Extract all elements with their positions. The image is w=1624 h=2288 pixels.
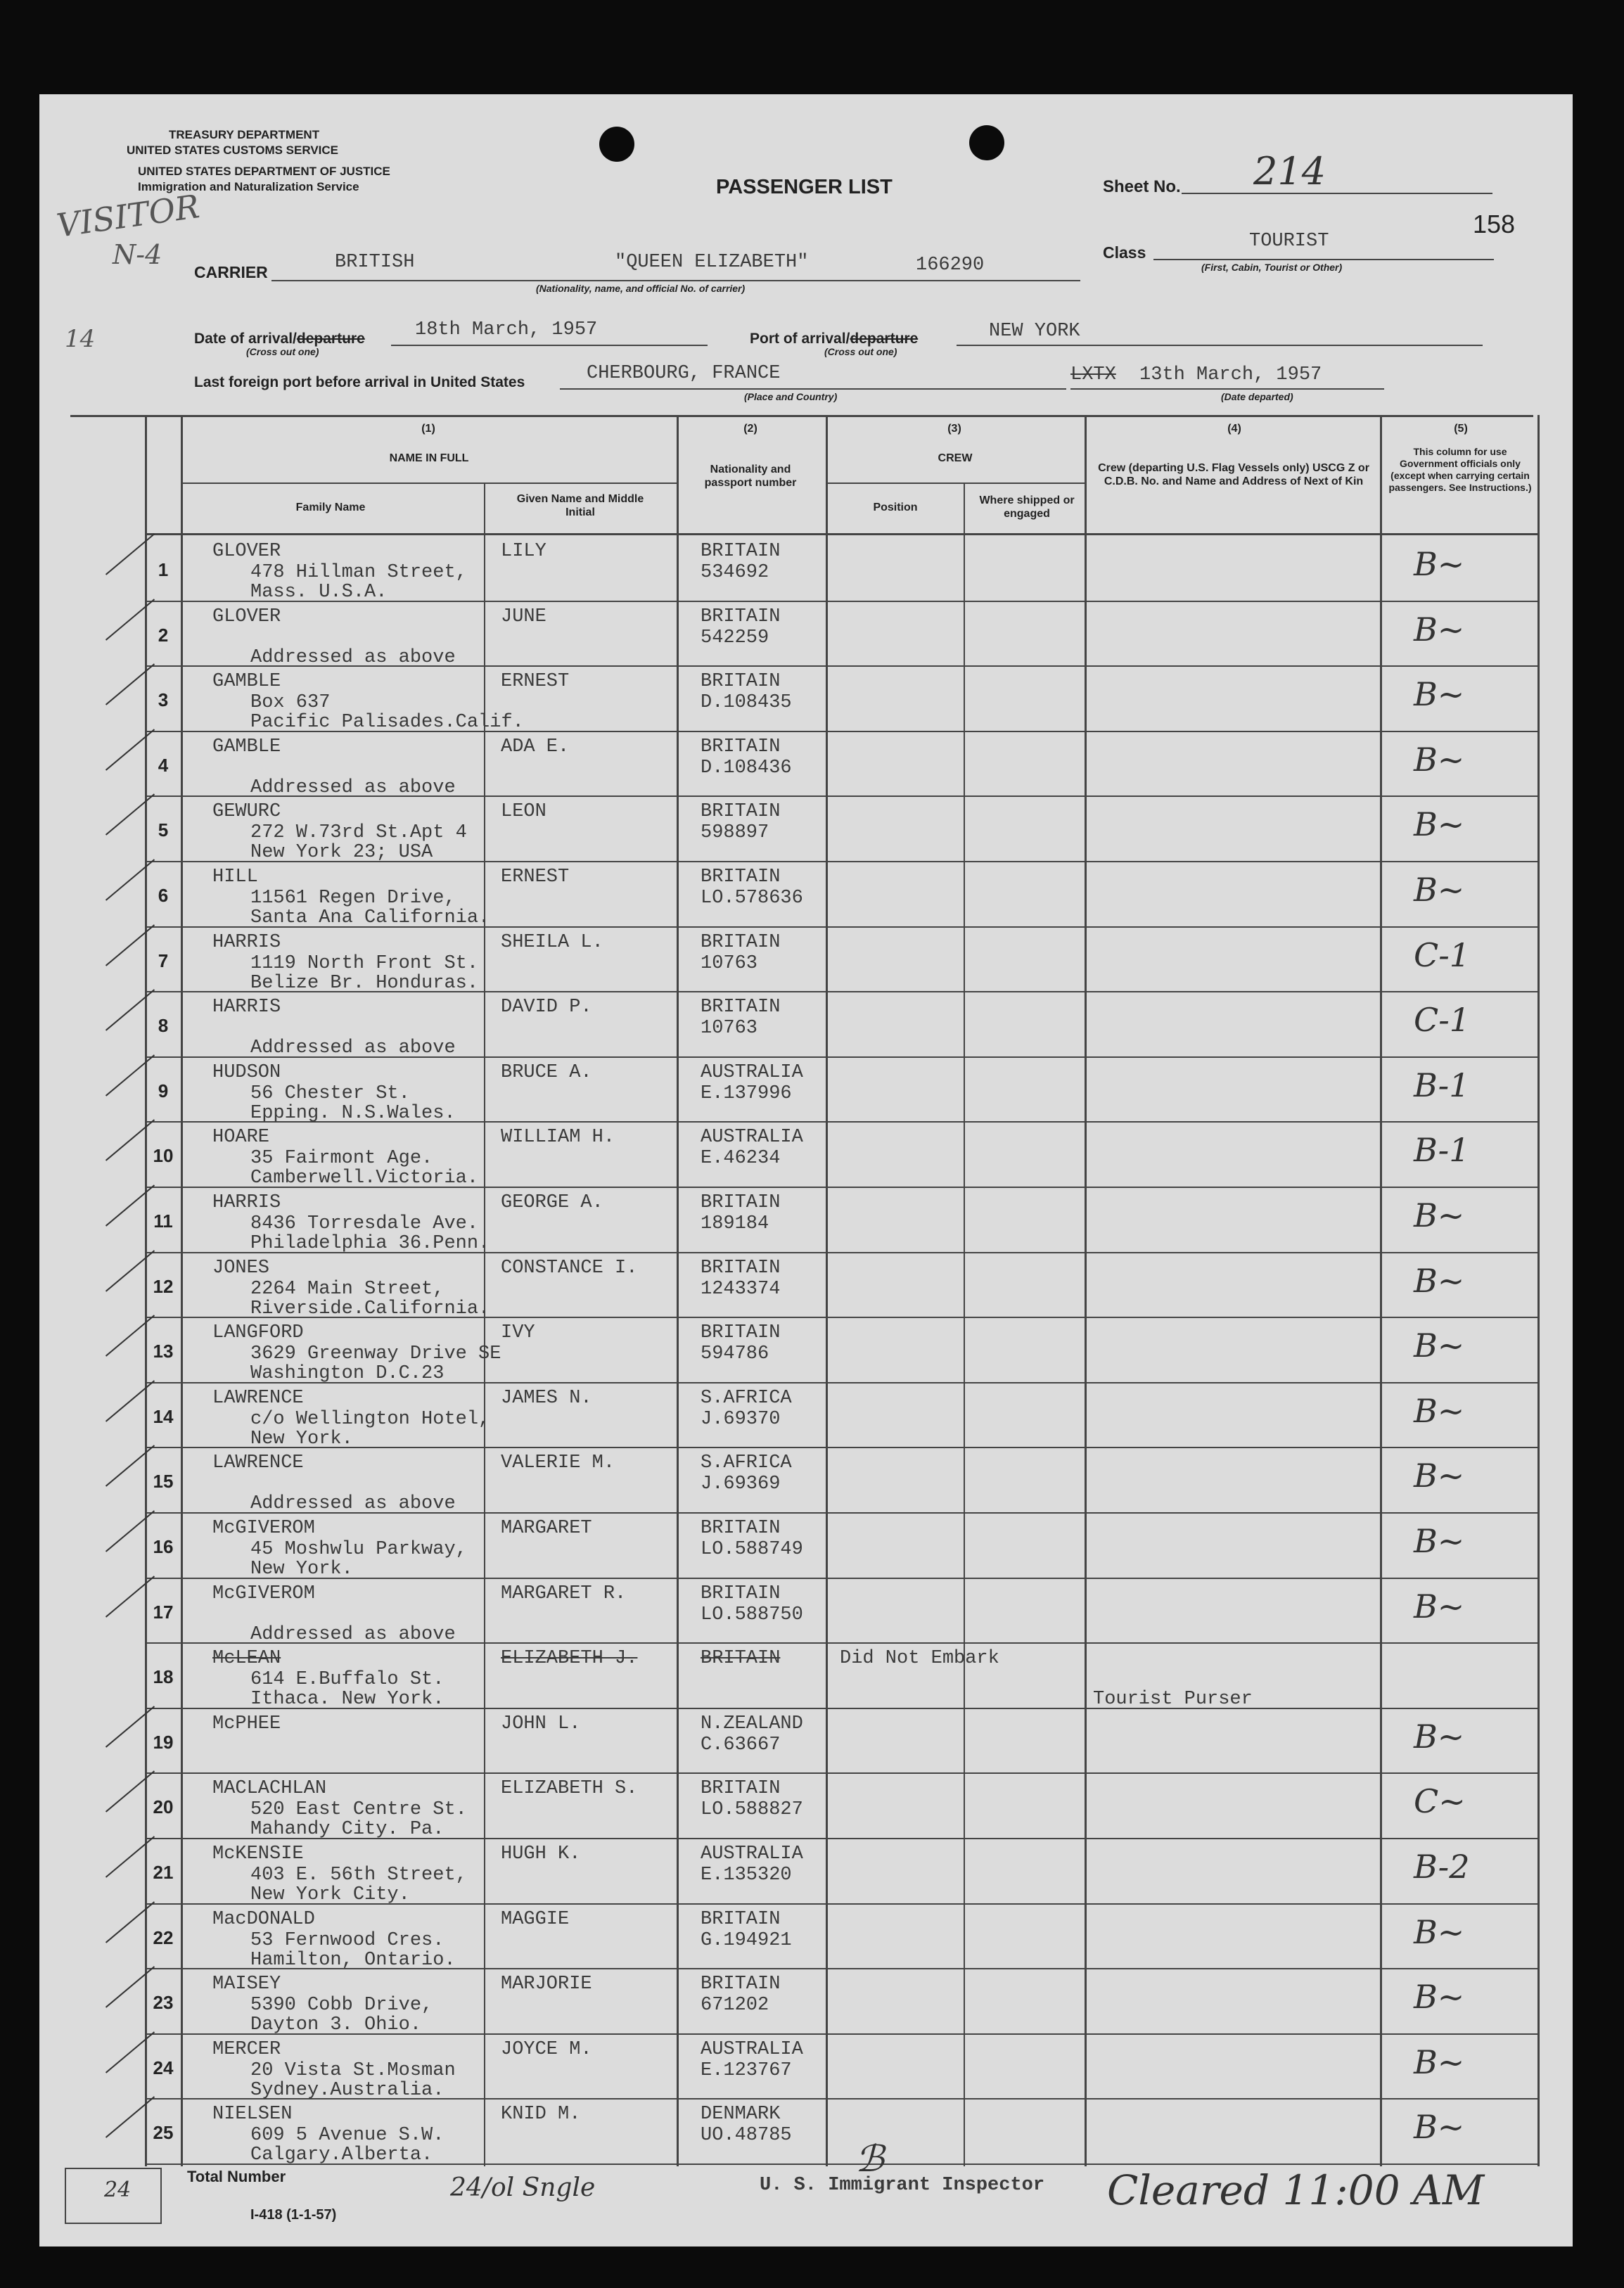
- row-number: 7: [158, 950, 169, 971]
- nationality: BRITAIN: [701, 736, 781, 758]
- family-name: GLOVER: [212, 541, 281, 562]
- address-line-2: Mahandy City. Pa.: [250, 1819, 445, 1841]
- address-line-2: Belize Br. Honduras.: [250, 972, 479, 994]
- official-mark: B~: [1414, 1327, 1465, 1365]
- given-name: JOYCE M.: [501, 2038, 592, 2060]
- inspector-signature: ℬ: [855, 2138, 884, 2180]
- date-label-a: Date of arrival/: [194, 331, 297, 347]
- official-mark: B~: [1414, 1522, 1465, 1560]
- row-number: 16: [153, 1536, 174, 1557]
- row-number: 24: [153, 2057, 174, 2078]
- family-name: McGIVEROM: [212, 1518, 315, 1539]
- address-line-2: Addressed as above: [250, 1493, 456, 1515]
- official-mark: B~: [1414, 2043, 1465, 2081]
- nationality: S.AFRICA: [701, 1387, 792, 1409]
- address-line-1: 20 Vista St.Mosman: [250, 2059, 456, 2081]
- class-value: TOURIST: [1249, 231, 1329, 252]
- row-number: 13: [153, 1341, 174, 1362]
- given-name: WILLIAM H.: [501, 1127, 615, 1149]
- margin-note-14: 14: [65, 325, 96, 353]
- nationality: BRITAIN: [701, 931, 781, 953]
- given-name: MARJORIE: [501, 1974, 592, 1995]
- passport-number: LO.588827: [701, 1799, 803, 1821]
- passport-number: E.123767: [701, 2059, 792, 2081]
- family-name: GAMBLE: [212, 736, 281, 758]
- address-line-1: 3629 Greenway Drive SE: [250, 1343, 501, 1365]
- row-number: 20: [153, 1796, 174, 1818]
- given-name: JUNE: [501, 606, 546, 627]
- given-name: ELIZABETH S.: [501, 1778, 638, 1800]
- row-number: 18: [153, 1666, 174, 1688]
- address-line-2: Santa Ana California.: [250, 907, 490, 928]
- col1-title: NAME IN FULL: [389, 452, 469, 464]
- nationality: BRITAIN: [701, 867, 781, 888]
- row-number: 21: [153, 1862, 174, 1883]
- col2-title: Nationality and passport number: [704, 464, 797, 489]
- address-line-1: 11561 Regen Drive,: [250, 888, 456, 909]
- family-name: McPHEE: [212, 1713, 281, 1734]
- total-value: 24: [104, 2178, 132, 2202]
- passport-number: 671202: [701, 1995, 769, 2017]
- col2-num: (2): [743, 423, 757, 435]
- port-label: [750, 331, 918, 347]
- address-line-2: Addressed as above: [250, 1623, 456, 1645]
- col1-num: (1): [421, 423, 435, 435]
- row-number: 25: [153, 2122, 174, 2144]
- margin-note-n4: N-4: [113, 239, 162, 270]
- official-mark: B-1: [1414, 1066, 1470, 1104]
- address-line-2: Epping. N.S.Wales.: [250, 1102, 456, 1124]
- nationality: BRITAIN: [701, 1583, 781, 1604]
- passport-number: 1243374: [701, 1278, 781, 1300]
- row-number: 12: [153, 1275, 174, 1297]
- passport-number: 542259: [701, 627, 769, 648]
- official-mark: B~: [1414, 871, 1465, 909]
- official-mark: B~: [1414, 545, 1465, 583]
- address-line-1: c/o Wellington Hotel,: [250, 1408, 490, 1430]
- official-mark: B-2: [1414, 1848, 1470, 1886]
- crew-position: Did Not Embark: [840, 1648, 999, 1670]
- carrier-label: CARRIER: [194, 263, 268, 281]
- address-line-2: New York.: [250, 1559, 353, 1580]
- official-mark: B-1: [1414, 1131, 1470, 1170]
- nationality: BRITAIN: [701, 1518, 781, 1539]
- row-number: 9: [158, 1080, 169, 1101]
- passport-number: J.69370: [701, 1408, 781, 1430]
- table-header-bottom: [145, 533, 1539, 535]
- official-mark: C-1: [1414, 935, 1471, 974]
- given-name: JAMES N.: [501, 1387, 592, 1409]
- form-number: I-418 (1-1-57): [250, 2207, 337, 2223]
- carrier-name: "QUEEN ELIZABETH": [615, 252, 809, 273]
- given-name: BRUCE A.: [501, 1061, 592, 1083]
- arrival-port: NEW YORK: [989, 321, 1080, 342]
- departed-date: 13th March, 1957: [1139, 364, 1322, 385]
- nationality: BRITAIN: [701, 1778, 781, 1800]
- date-label: [194, 331, 365, 347]
- col-family-name: Family Name: [295, 501, 366, 513]
- carrier-nationality: BRITISH: [335, 252, 415, 273]
- agency-justice: UNITED STATES DEPARTMENT OF JUSTICE: [138, 165, 390, 178]
- last-port-label: Last foreign port before arrival in United States: [194, 374, 525, 390]
- port-hint: (Cross out one): [824, 346, 897, 357]
- footer-note-left: 24/ol Sngle: [450, 2173, 596, 2202]
- nationality: BRITAIN: [701, 606, 781, 627]
- given-name: JOHN L.: [501, 1713, 581, 1734]
- official-mark: B~: [1414, 1196, 1465, 1234]
- col3-num: (3): [947, 423, 961, 435]
- given-name: GEORGE A.: [501, 1192, 603, 1213]
- nationality: BRITAIN: [701, 1192, 781, 1213]
- family-name: GLOVER: [212, 606, 281, 627]
- address-line-1: 53 Fernwood Cres.: [250, 1929, 445, 1951]
- address-line-1: Box 637: [250, 692, 331, 714]
- row-number: 6: [158, 885, 169, 906]
- row-number: 23: [153, 1992, 174, 2014]
- family-name: LAWRENCE: [212, 1452, 304, 1474]
- official-mark: B~: [1414, 1457, 1465, 1495]
- official-mark: B~: [1414, 740, 1465, 779]
- passport-number: E.46234: [701, 1148, 781, 1170]
- row-number: 5: [158, 819, 169, 841]
- family-name: MACLACHLAN: [212, 1778, 327, 1800]
- given-name: ELIZABETH J.: [501, 1648, 638, 1670]
- nationality: AUSTRALIA: [701, 1843, 803, 1865]
- address-line-2: Camberwell.Victoria.: [250, 1168, 479, 1189]
- address-line-2: Addressed as above: [250, 1037, 456, 1059]
- class-hint: (First, Cabin, Tourist or Other): [1201, 262, 1343, 273]
- nationality: BRITAIN: [701, 1974, 781, 1995]
- family-name: HARRIS: [212, 997, 281, 1018]
- footer-note-right: Cleared 11:00 AM: [1107, 2166, 1485, 2214]
- date-hint: (Cross out one): [246, 346, 319, 357]
- row-number: 11: [153, 1210, 173, 1232]
- family-name: HILL: [212, 867, 258, 888]
- agency-ins: Immigration and Naturalization Service: [138, 180, 359, 193]
- passport-number: E.137996: [701, 1082, 792, 1104]
- address-line-2: Mass. U.S.A.: [250, 582, 388, 603]
- margin-note-visitor: VISITOR: [54, 187, 202, 245]
- given-name: CONSTANCE I.: [501, 1257, 638, 1279]
- col5-title: This column for use Government officials only (except when carrying certain passengers. See Instructions.): [1388, 446, 1532, 493]
- passport-number: 189184: [701, 1213, 769, 1234]
- given-name: LILY: [501, 541, 546, 562]
- passport-number: C.63667: [701, 1734, 781, 1756]
- family-name: McLEAN: [212, 1648, 281, 1670]
- family-name: HOARE: [212, 1127, 270, 1149]
- passport-number: 598897: [701, 822, 769, 844]
- row-number: 22: [153, 1926, 174, 1948]
- given-name: MAGGIE: [501, 1908, 570, 1930]
- col3-title: CREW: [938, 452, 973, 464]
- address-line-2: Dayton 3. Ohio.: [250, 2014, 422, 2036]
- punch-hole-right: [969, 125, 1004, 160]
- family-name: HARRIS: [212, 931, 281, 953]
- nationality: BRITAIN: [701, 671, 781, 693]
- row-number: 1: [158, 559, 169, 580]
- address-line-1: 614 E.Buffalo St.: [250, 1669, 445, 1691]
- official-mark: B~: [1414, 675, 1465, 714]
- given-name: KNID M.: [501, 2104, 581, 2126]
- row-number: 19: [153, 1731, 174, 1753]
- nationality: BRITAIN: [701, 1322, 781, 1344]
- passport-number: 10763: [701, 1018, 758, 1040]
- row-number: 2: [158, 624, 169, 646]
- table-top-border: [70, 415, 1533, 417]
- page-number: 158: [1473, 210, 1516, 238]
- col5-num: (5): [1454, 423, 1468, 435]
- passport-number: 10763: [701, 952, 758, 974]
- address-line-2: New York.: [250, 1428, 353, 1450]
- given-name: MARGARET: [501, 1518, 592, 1539]
- official-mark: B~: [1414, 2108, 1465, 2147]
- passport-number: E.135320: [701, 1865, 792, 1886]
- address-line-1: 478 Hillman Street,: [250, 562, 467, 583]
- official-mark: C-1: [1414, 1001, 1471, 1040]
- nationality: DENMARK: [701, 2104, 781, 2126]
- row-separator: [145, 1772, 1539, 1774]
- agency-customs: UNITED STATES CUSTOMS SERVICE: [127, 143, 339, 157]
- row-number: 4: [158, 754, 169, 776]
- nationality: AUSTRALIA: [701, 2038, 803, 2060]
- family-name: NIELSEN: [212, 2104, 293, 2126]
- family-name: MERCER: [212, 2038, 281, 2060]
- address-line-1: 2264 Main Street,: [250, 1278, 445, 1300]
- last-port-value: CHERBOURG, FRANCE: [587, 363, 781, 384]
- given-name: ERNEST: [501, 671, 570, 693]
- passport-number: G.194921: [701, 1929, 792, 1951]
- passport-number: LO.588750: [701, 1604, 803, 1625]
- address-line-1: 5390 Cobb Drive,: [250, 1995, 433, 2017]
- family-name: GEWURC: [212, 801, 281, 823]
- carrier-hint: (Nationality, name, and official No. of carrier): [536, 283, 746, 294]
- inspector-label: U. S. Immigrant Inspector: [760, 2175, 1045, 2196]
- passport-number: UO.48785: [701, 2125, 792, 2147]
- address-line-2: Addressed as above: [250, 776, 456, 798]
- official-mark: C~: [1414, 1782, 1466, 1821]
- family-name: LAWRENCE: [212, 1387, 304, 1409]
- address-line-1: 272 W.73rd St.Apt 4: [250, 822, 467, 844]
- address-line-2: Calgary.Alberta.: [250, 2145, 433, 2166]
- address-line-2: Riverside.California.: [250, 1298, 490, 1319]
- port-label-b: departure: [850, 331, 919, 347]
- row-number: 17: [153, 1601, 174, 1623]
- passport-number: 534692: [701, 562, 769, 583]
- nationality: BRITAIN: [701, 1908, 781, 1930]
- family-name: LANGFORD: [212, 1322, 304, 1344]
- arrival-date: 18th March, 1957: [415, 319, 598, 340]
- col-where-shipped: Where shipped or engaged: [979, 494, 1075, 520]
- official-mark: B~: [1414, 805, 1465, 844]
- passport-number: LO.578636: [701, 888, 803, 909]
- page-title: PASSENGER LIST: [716, 176, 893, 198]
- passport-number: D.108435: [701, 692, 792, 714]
- given-name: ERNEST: [501, 867, 570, 888]
- nationality: AUSTRALIA: [701, 1061, 803, 1083]
- given-name: ADA E.: [501, 736, 570, 758]
- address-line-1: 1119 North Front St.: [250, 952, 479, 974]
- official-mark: B~: [1414, 1717, 1465, 1756]
- given-name: HUGH K.: [501, 1843, 581, 1865]
- address-line-1: 35 Fairmont Age.: [250, 1148, 433, 1170]
- col-given-name: Given Name and Middle Initial: [516, 493, 644, 518]
- passport-number: 594786: [701, 1343, 769, 1365]
- row-separator: [145, 1578, 1539, 1579]
- official-mark: B~: [1414, 1261, 1465, 1300]
- row-number: 8: [158, 1015, 169, 1037]
- col4-title: Crew (departing U.S. Flag Vessels only) USCG Z or C.D.B. No. and Name and Address of Next of Kin: [1098, 462, 1369, 487]
- sheet-no-label: Sheet No.: [1103, 177, 1181, 196]
- given-name: MARGARET R.: [501, 1583, 627, 1604]
- address-line-1: 609 5 Avenue S.W.: [250, 2125, 445, 2147]
- address-line-2: Sydney.Australia.: [250, 2079, 445, 2101]
- col-position: Position: [873, 501, 918, 513]
- family-name: MacDONALD: [212, 1908, 315, 1930]
- address-line-1: 520 East Centre St.: [250, 1799, 467, 1821]
- nationality: BRITAIN: [701, 1257, 781, 1279]
- next-of-kin: Tourist Purser: [1093, 1689, 1253, 1711]
- family-name: MAISEY: [212, 1974, 281, 1995]
- address-line-2: Pacific Palisades.Calif.: [250, 712, 524, 734]
- address-line-2: Hamilton, Ontario.: [250, 1949, 456, 1971]
- row-number: 15: [153, 1471, 174, 1493]
- date-label-b: departure: [296, 331, 365, 347]
- address-line-2: Philadelphia 36.Penn.: [250, 1233, 490, 1254]
- given-name: SHEILA L.: [501, 931, 603, 953]
- sheet-no-value: 214: [1253, 149, 1326, 193]
- row-separator: [145, 1447, 1539, 1448]
- passport-number: J.69369: [701, 1474, 781, 1495]
- nationality: N.ZEALAND: [701, 1713, 803, 1734]
- family-name: McKENSIE: [212, 1843, 304, 1865]
- family-name: McGIVEROM: [212, 1583, 315, 1604]
- port-label-a: Port of arrival/: [750, 331, 850, 347]
- given-name: IVY: [501, 1322, 535, 1344]
- address-line-2: Washington D.C.23: [250, 1363, 445, 1385]
- col4-num: (4): [1227, 423, 1241, 435]
- address-line-2: New York 23; USA: [250, 842, 433, 864]
- address-line-1: 45 Moshwlu Parkway,: [250, 1539, 467, 1560]
- address-line-1: 403 E. 56th Street,: [250, 1865, 467, 1886]
- official-mark: B~: [1414, 1912, 1465, 1951]
- passport-number: D.108436: [701, 757, 792, 779]
- given-name: VALERIE M.: [501, 1452, 615, 1474]
- nationality: BRITAIN: [701, 997, 781, 1018]
- passport-number: LO.588749: [701, 1539, 803, 1560]
- departed-struck: LXTX: [1070, 364, 1116, 385]
- address-line-2: Ithaca. New York.: [250, 1689, 445, 1711]
- official-mark: B~: [1414, 1587, 1465, 1625]
- given-name: DAVID P.: [501, 997, 592, 1018]
- family-name: HARRIS: [212, 1192, 281, 1213]
- official-mark: B~: [1414, 1978, 1465, 2017]
- total-label: Total Number: [187, 2168, 286, 2185]
- address-line-1: 8436 Torresdale Ave.: [250, 1213, 479, 1234]
- official-mark: B~: [1414, 610, 1465, 648]
- last-port-hint: (Place and Country): [744, 391, 838, 402]
- nationality: BRITAIN: [701, 1648, 781, 1670]
- address-line-2: Addressed as above: [250, 646, 456, 668]
- nationality: BRITAIN: [701, 541, 781, 562]
- nationality: S.AFRICA: [701, 1452, 792, 1474]
- row-number: 14: [153, 1405, 174, 1427]
- departed-hint: (Date departed): [1221, 391, 1293, 402]
- nationality: BRITAIN: [701, 801, 781, 823]
- address-line-2: New York City.: [250, 1884, 410, 1905]
- official-mark: B~: [1414, 1391, 1465, 1430]
- class-label: Class: [1103, 243, 1146, 262]
- family-name: GAMBLE: [212, 671, 281, 693]
- row-number: 10: [153, 1145, 174, 1167]
- family-name: HUDSON: [212, 1061, 281, 1083]
- punch-hole-left: [599, 127, 634, 162]
- given-name: LEON: [501, 801, 546, 823]
- nationality: AUSTRALIA: [701, 1127, 803, 1149]
- row-number: 3: [158, 689, 169, 711]
- agency-treasury: TREASURY DEPARTMENT: [169, 128, 320, 141]
- address-line-1: 56 Chester St.: [250, 1082, 410, 1104]
- family-name: JONES: [212, 1257, 270, 1279]
- carrier-official-no: 166290: [916, 255, 985, 276]
